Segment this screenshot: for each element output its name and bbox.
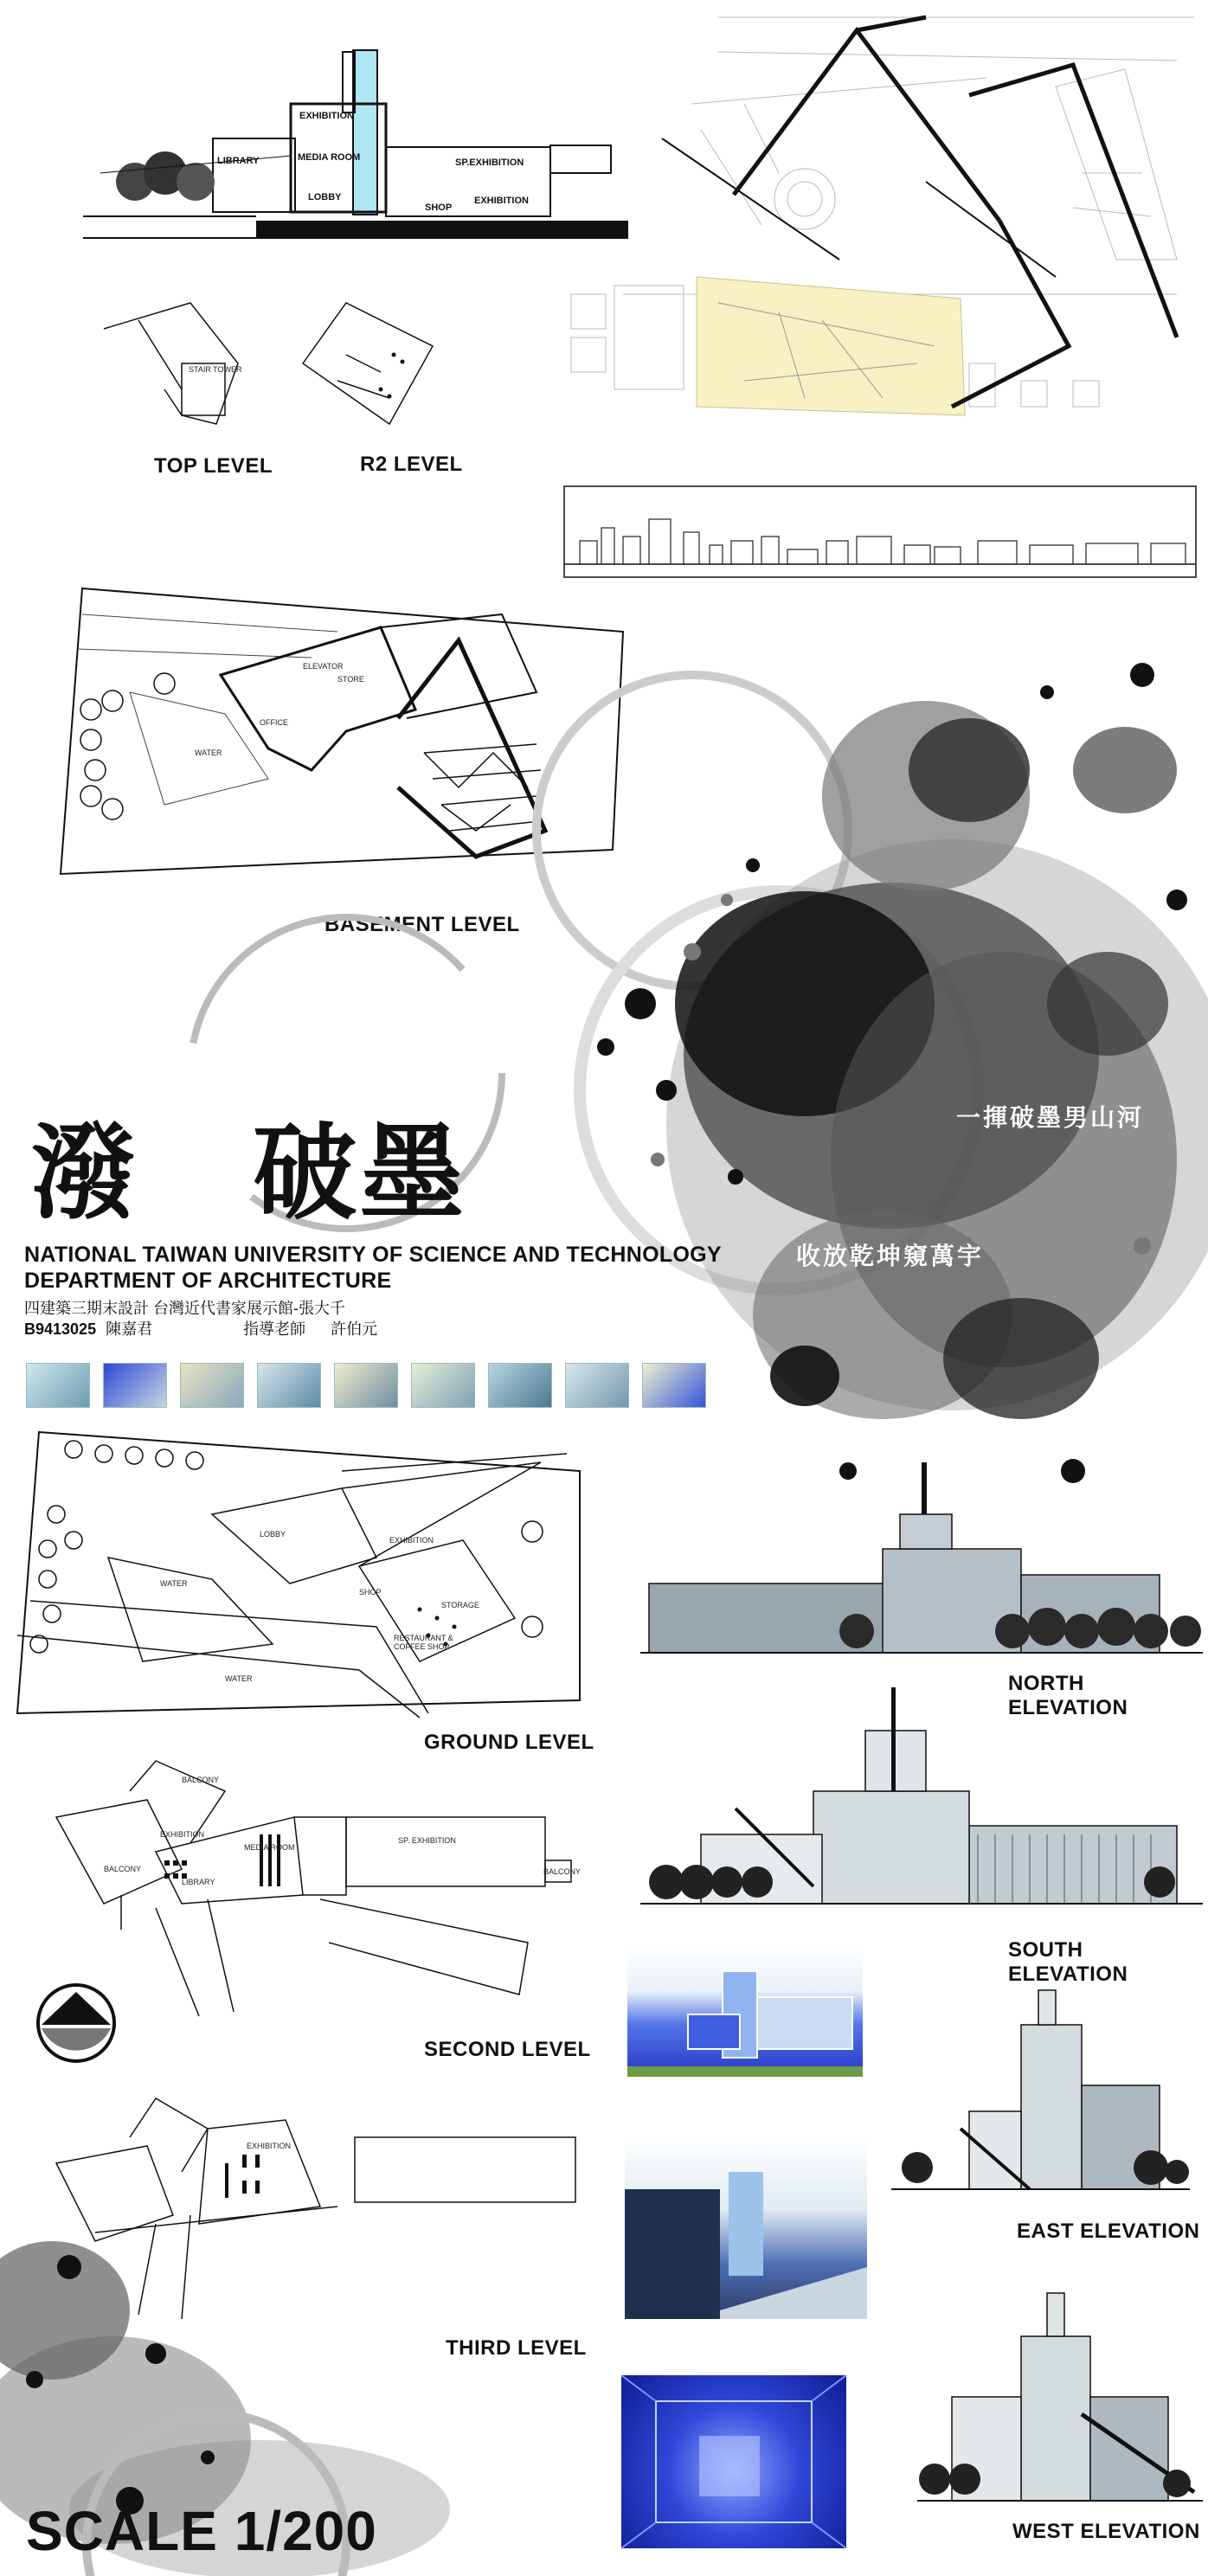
section-label-library: LIBRARY [217,156,260,166]
site-plan [519,0,1208,450]
r2-level-drawing [286,294,441,433]
ground-level-title: GROUND LEVEL [424,1731,594,1754]
model-thumbnail [411,1363,475,1408]
second-level-drawing [52,1757,580,2025]
second-label-sp-exhibition: SP. EXHIBITION [398,1836,456,1845]
section-label-lobby: LOBBY [308,192,342,202]
model-thumbnail [334,1363,398,1408]
model-thumbnail [180,1363,244,1408]
second-label-balcony-3: BALCONY [543,1867,582,1876]
section-label-shop: SHOP [425,202,453,213]
model-thumbnail [642,1363,706,1408]
calligraphy-title [26,1073,511,1234]
south-elevation-title: SOUTH ELEVATION [1008,1938,1128,1986]
third-level-title: THIRD LEVEL [446,2336,587,2360]
section-label-sp-exhibition: SP.EXHIBITION [455,157,524,168]
calligraphy-char-pomo: 破墨 [253,1112,467,1234]
north-elevation-drawing [640,1454,1203,1661]
ground-label-water-2: WATER [225,1674,253,1683]
second-label-library: LIBRARY [182,1878,215,1886]
second-level-title: SECOND LEVEL [424,2038,591,2061]
south-elevation [640,1679,1203,1912]
student-block [24,1317,377,1339]
model-thumbnail-strip [26,1363,718,1415]
model-thumbnail [103,1363,167,1408]
east-elevation-title: EAST ELEVATION [1017,2219,1200,2243]
second-level-plan [52,1757,580,2025]
basement-label-office: OFFICE [260,718,288,727]
r2-level-plan [286,294,441,433]
street-elevation-strip [562,467,1199,580]
advisor-name: 許伯元 [331,1320,378,1338]
student-id: B9413025 [24,1320,97,1338]
ground-label-storage: STORAGE [441,1601,479,1609]
section-label-exhibition-top: EXHIBITION [299,111,354,121]
top-level-drawing [87,286,251,433]
street-elevation-drawing [562,467,1199,580]
advisor-label: 指導老師 [243,1320,306,1338]
basement-label-store: STORE [337,675,364,684]
ground-label-shop: SHOP [359,1588,382,1596]
ground-level-drawing [13,1428,584,1722]
second-label-balcony-2: BALCONY [104,1865,142,1873]
basement-level-title: BASEMENT LEVEL [324,913,520,936]
course-line: 四建築三期末設計 台灣近代書家展示館-張大千 [24,1300,345,1317]
school-line-2: DEPARTMENT OF ARCHITECTURE [24,1269,392,1293]
section-label-media-room: MEDIA ROOM [298,152,361,163]
calligraphy-char-po: 潑 [31,1112,135,1234]
scale-label: SCALE 1/200 [26,2500,377,2562]
third-label-exhibition: EXHIBITION [247,2142,292,2150]
north-elevation [640,1454,1203,1661]
ground-label-exhibition: EXHIBITION [389,1536,434,1545]
north-arrow-icon [35,1982,118,2065]
north-elevation-title: NORTH ELEVATION [1008,1672,1128,1719]
west-elevation-drawing [917,2284,1203,2509]
west-elevation-title: WEST ELEVATION [1012,2520,1200,2543]
student-name: 陳嘉君 [106,1320,153,1338]
basement-label-elevator: ELEVATOR [303,662,344,671]
west-elevation [917,2284,1203,2509]
model-thumbnail [26,1363,90,1408]
east-elevation [891,1982,1190,2198]
basement-label-water: WATER [195,748,222,757]
ground-label-restaurant: RESTAURANT & COFFEE SHOP [394,1634,453,1651]
ground-level-plan [13,1428,584,1722]
ground-label-water-1: WATER [160,1579,188,1588]
model-thumbnail [488,1363,552,1408]
south-elevation-drawing [640,1679,1203,1912]
model-thumbnail [257,1363,321,1408]
render-exterior-blue [627,1945,863,2077]
r2-level-title: R2 LEVEL [360,453,463,476]
school-line-1: NATIONAL TAIWAN UNIVERSITY OF SCIENCE AND TECHNOLOGY [24,1243,722,1267]
poem-line-2: 收放乾坤窺萬宇 [796,1242,985,1270]
plan-label-stair-tower: STAIR TOWER [189,365,242,374]
site-plan-drawing [519,0,1208,450]
render-courtyard [625,2137,867,2319]
top-level-title: TOP LEVEL [154,454,273,478]
ground-label-lobby: LOBBY [260,1530,286,1539]
second-label-media-room: MEDIA ROOM [244,1843,295,1852]
model-thumbnail [565,1363,629,1408]
top-level-plan [87,286,251,433]
section-label-exhibition-lower: EXHIBITION [474,196,529,206]
east-elevation-drawing [891,1982,1190,2198]
poem-line-1: 一揮破墨男山河 [956,1103,1145,1132]
render-interior [621,2375,846,2548]
second-label-exhibition: EXHIBITION [160,1830,205,1839]
second-label-balcony-1: BALCONY [182,1776,220,1784]
